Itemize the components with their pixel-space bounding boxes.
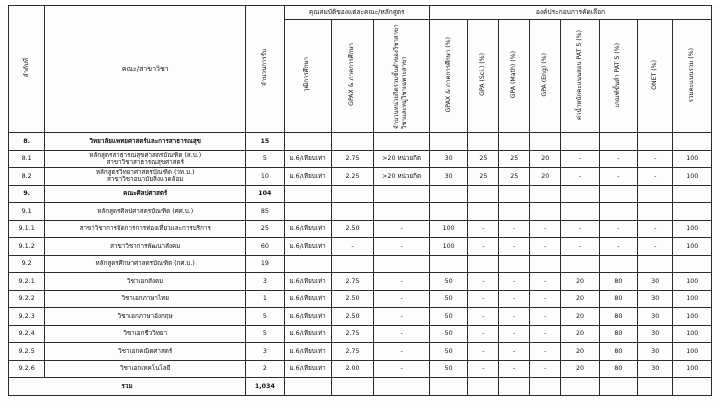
cell-gpa-eng: 20 (530, 150, 561, 168)
cell-total (673, 203, 712, 221)
table-row (9, 360, 712, 378)
cell-gpa-math: - (499, 220, 530, 238)
cell-gpax: 2.50 (331, 308, 374, 326)
cell-gpa-eng: - (530, 343, 561, 361)
cell-level: ม.6/เทียบเท่า (284, 273, 331, 291)
cell-no: 8. (9, 133, 45, 151)
cell-pat5-min: - (599, 220, 637, 238)
cell-gpa-math (499, 185, 530, 203)
cell-capacity: 5 (246, 308, 284, 326)
cell-gpa-sci: 25 (468, 168, 499, 186)
cell-gpa-math: 25 (499, 150, 530, 168)
header-capacity: จำนวนการรับ (246, 6, 284, 133)
cell-credit: - (374, 238, 430, 256)
table-row (9, 273, 712, 291)
cell-level: ม.6/เทียบเท่า (284, 308, 331, 326)
cell-onet (638, 203, 673, 221)
header-gpa-eng: GPA (Eng) (%) (530, 20, 561, 133)
header-gpa-sci: GPA (Sci.) (%) (468, 20, 499, 133)
cell-total: 100 (673, 360, 712, 378)
cell-no: 9. (9, 185, 45, 203)
cell-pat5-weight: 20 (561, 325, 599, 343)
cell-level: ม.6/เทียบเท่า (284, 220, 331, 238)
table-row (9, 133, 712, 151)
cell-onet: 30 (638, 273, 673, 291)
cell-pat5-min: - (599, 168, 637, 186)
cell-level: ม.6/เทียบเท่า (284, 290, 331, 308)
cell-gpa-eng: - (530, 325, 561, 343)
cell-gpa-eng (530, 255, 561, 273)
cell-onet: 30 (638, 290, 673, 308)
cell-gpa-eng: - (530, 360, 561, 378)
cell-capacity: 5 (246, 150, 284, 168)
cell-gpa-math: - (499, 325, 530, 343)
cell-pat5-weight: 20 (561, 273, 599, 291)
cell-faculty: วิชาเอกภาษาไทย (45, 290, 246, 308)
cell-onet (638, 255, 673, 273)
cell-no: 9.2.1 (9, 273, 45, 291)
cell-capacity: 3 (246, 343, 284, 361)
cell-level: ม.6/เทียบเท่า (284, 168, 331, 186)
cell-onet: - (638, 238, 673, 256)
cell-level (284, 133, 331, 151)
footer-blank-c7 (638, 378, 673, 396)
cell-capacity: 19 (246, 255, 284, 273)
cell-faculty: วิชาเอกสังคม (45, 273, 246, 291)
cell-level: ม.6/เทียบเท่า (284, 150, 331, 168)
cell-onet: - (638, 168, 673, 186)
cell-no: 9.2.3 (9, 308, 45, 326)
cell-gpa-sci (468, 133, 499, 151)
cell-capacity: 5 (246, 325, 284, 343)
cell-onet: 30 (638, 360, 673, 378)
cell-faculty: หลักสูตรศึกษาศาสตรบัณฑิต (กศ.บ.) (45, 255, 246, 273)
cell-onet: - (638, 150, 673, 168)
cell-gpax-term: 100 (429, 238, 467, 256)
cell-capacity: 60 (246, 238, 284, 256)
cell-no: 9.1.2 (9, 238, 45, 256)
cell-gpa-math (499, 255, 530, 273)
table-row (9, 220, 712, 238)
cell-gpa-sci (468, 203, 499, 221)
cell-capacity: 10 (246, 168, 284, 186)
cell-capacity: 25 (246, 220, 284, 238)
header-pat5-min: เกณฑ์ขั้นต่ำ PAT 5 (%) (599, 20, 637, 133)
cell-credit: - (374, 360, 430, 378)
cell-capacity: 104 (246, 185, 284, 203)
cell-gpax: 2.75 (331, 343, 374, 361)
cell-pat5-min (599, 133, 637, 151)
cell-gpax-term (429, 203, 467, 221)
cell-credit (374, 185, 430, 203)
cell-credit (374, 203, 430, 221)
cell-faculty: คณะศิลปศาสตร์ (45, 185, 246, 203)
footer-blank-credit (374, 378, 430, 396)
footer-blank-c4 (530, 378, 561, 396)
cell-pat5-weight: - (561, 238, 599, 256)
cell-total: 100 (673, 150, 712, 168)
cell-gpax-term: 50 (429, 308, 467, 326)
cell-gpa-math (499, 133, 530, 151)
cell-pat5-weight: 20 (561, 290, 599, 308)
cell-gpax-term: 50 (429, 343, 467, 361)
cell-pat5-min: 80 (599, 290, 637, 308)
table-row (9, 325, 712, 343)
cell-level (284, 185, 331, 203)
cell-capacity: 15 (246, 133, 284, 151)
cell-gpa-sci: - (468, 273, 499, 291)
cell-gpa-eng: - (530, 308, 561, 326)
cell-gpa-eng: - (530, 220, 561, 238)
cell-onet: - (638, 220, 673, 238)
cell-gpax-term: 50 (429, 360, 467, 378)
header-faculty: คณะ/สาขาวิชา (45, 6, 246, 133)
cell-gpax (331, 133, 374, 151)
cell-no: 9.2.6 (9, 360, 45, 378)
cell-gpa-sci: - (468, 238, 499, 256)
cell-capacity: 1 (246, 290, 284, 308)
cell-gpax-term (429, 133, 467, 151)
footer-blank-total (673, 378, 712, 396)
cell-onet (638, 133, 673, 151)
cell-no: 9.1 (9, 203, 45, 221)
cell-gpa-eng: - (530, 238, 561, 256)
header-gpax-term: GPAX & ภาคการศึกษา (%) (429, 20, 467, 133)
cell-faculty: หลักสูตรสาธารณสุขศาสตรบัณฑิต (ส.บ.) สาขาวิชาสาธารณสุขศาสตร์ (45, 150, 246, 168)
cell-gpax-term: 100 (429, 220, 467, 238)
table-row (9, 290, 712, 308)
cell-capacity: 3 (246, 273, 284, 291)
cell-credit (374, 133, 430, 151)
cell-faculty: วิทยาลัยแพทยศาสตร์และการสาธารณสุข (45, 133, 246, 151)
cell-gpax-term (429, 255, 467, 273)
cell-gpa-eng (530, 185, 561, 203)
cell-capacity: 85 (246, 203, 284, 221)
cell-faculty: หลักสูตรวิทยาศาสตรบัณฑิต (วท.บ.) สาขาวิชาอนามัยสิ่งแวดล้อม (45, 168, 246, 186)
table-row (9, 203, 712, 221)
cell-gpa-sci: - (468, 360, 499, 378)
cell-gpax: 2.50 (331, 220, 374, 238)
cell-gpa-sci: - (468, 308, 499, 326)
cell-pat5-min: 80 (599, 360, 637, 378)
table-row (9, 308, 712, 326)
table-row (9, 185, 712, 203)
cell-credit (374, 255, 430, 273)
cell-pat5-min: 80 (599, 343, 637, 361)
cell-pat5-weight (561, 133, 599, 151)
cell-gpax: - (331, 238, 374, 256)
cell-credit: - (374, 220, 430, 238)
cell-gpa-math: - (499, 360, 530, 378)
cell-onet (638, 185, 673, 203)
header-gpax: GPAX & ภาคการศึกษา (331, 20, 374, 133)
cell-gpax-term: 50 (429, 273, 467, 291)
cell-faculty: หลักสูตรศิลปศาสตรบัณฑิต (ศศ.บ.) (45, 203, 246, 221)
table-row (9, 238, 712, 256)
cell-total: 100 (673, 168, 712, 186)
cell-faculty: สาขาวิชาการพัฒนาสังคม (45, 238, 246, 256)
cell-faculty: วิชาเอกภาษาอังกฤษ (45, 308, 246, 326)
footer-blank-c1 (429, 378, 467, 396)
cell-credit: >20 หน่วยกิต (374, 150, 430, 168)
cell-gpa-eng: 20 (530, 168, 561, 186)
cell-pat5-weight (561, 185, 599, 203)
cell-gpa-math (499, 203, 530, 221)
cell-pat5-weight: - (561, 150, 599, 168)
footer-blank-c5 (561, 378, 599, 396)
cell-pat5-min: 80 (599, 308, 637, 326)
cell-onet: 30 (638, 343, 673, 361)
cell-credit: - (374, 308, 430, 326)
cell-pat5-min (599, 185, 637, 203)
cell-gpa-math: - (499, 308, 530, 326)
cell-onet: 30 (638, 325, 673, 343)
cell-level: ม.6/เทียบเท่า (284, 343, 331, 361)
cell-gpax-term: 30 (429, 168, 467, 186)
cell-total (673, 185, 712, 203)
cell-pat5-min (599, 203, 637, 221)
cell-faculty: สาขาวิชาการจัดการการท่องเที่ยวและการบริการ (45, 220, 246, 238)
cell-pat5-min: - (599, 150, 637, 168)
header-group-qualification: คุณสมบัติของแต่ละคณะ/หลักสูตร (284, 6, 429, 20)
footer-blank-gpax (331, 378, 374, 396)
cell-gpa-eng: - (530, 290, 561, 308)
table-row (9, 255, 712, 273)
cell-pat5-min: 80 (599, 325, 637, 343)
header-group-row (9, 6, 712, 20)
cell-pat5-weight (561, 203, 599, 221)
footer-blank-c3 (499, 378, 530, 396)
cell-gpa-sci: - (468, 325, 499, 343)
cell-credit: - (374, 343, 430, 361)
cell-no: 9.2.4 (9, 325, 45, 343)
cell-gpax (331, 203, 374, 221)
cell-no: 9.2.5 (9, 343, 45, 361)
cell-gpax-term: 50 (429, 325, 467, 343)
cell-gpax: 2.75 (331, 273, 374, 291)
table-row (9, 150, 712, 168)
table-row (9, 168, 712, 186)
header-pat5-weight: ค่าน้ำหนักคะแนนสอบ PAT 5 (%) (561, 20, 599, 133)
cell-no: 8.1 (9, 150, 45, 168)
cell-total: 100 (673, 238, 712, 256)
cell-faculty: วิชาเอกคณิตศาสตร์ (45, 343, 246, 361)
footer-blank-c2 (468, 378, 499, 396)
cell-gpa-math: - (499, 290, 530, 308)
cell-no: 9.2.2 (9, 290, 45, 308)
table-body (9, 133, 712, 378)
cell-gpa-sci (468, 185, 499, 203)
cell-credit: - (374, 290, 430, 308)
cell-total: 100 (673, 343, 712, 361)
cell-gpa-math: - (499, 238, 530, 256)
footer-blank-level (284, 378, 331, 396)
cell-gpax-term (429, 185, 467, 203)
header-credit: จำนวนหน่วยกิตรวมขั้นต่ำของวิชาสาขาวิชาและหมู่วิชาเฉพาะสาขา (374, 20, 430, 133)
cell-gpax-term: 30 (429, 150, 467, 168)
cell-pat5-weight (561, 255, 599, 273)
cell-gpa-sci: - (468, 290, 499, 308)
header-no: ลำดับที่ (9, 6, 45, 133)
cell-gpa-eng: - (530, 273, 561, 291)
cell-faculty: วิชาเอกชีววิทยา (45, 325, 246, 343)
cell-total: 100 (673, 308, 712, 326)
cell-pat5-weight: 20 (561, 308, 599, 326)
cell-gpa-sci: - (468, 343, 499, 361)
header-gpa-math: GPA (Math) (%) (499, 20, 530, 133)
cell-pat5-min: 80 (599, 273, 637, 291)
cell-faculty: วิชาเอกเทคโนโลยี (45, 360, 246, 378)
cell-level: ม.6/เทียบเท่า (284, 325, 331, 343)
document-page (0, 5, 720, 408)
footer-capacity: 1,034 (246, 378, 284, 396)
cell-pat5-weight: - (561, 220, 599, 238)
cell-level (284, 203, 331, 221)
cell-gpax (331, 255, 374, 273)
header-onet: ONET (%) (638, 20, 673, 133)
cell-gpa-math: - (499, 343, 530, 361)
cell-gpa-math: 25 (499, 168, 530, 186)
table-footer-row (9, 378, 712, 396)
cell-pat5-min (599, 255, 637, 273)
cell-gpa-eng (530, 133, 561, 151)
cell-credit: >20 หน่วยกิต (374, 168, 430, 186)
cell-total: 100 (673, 325, 712, 343)
cell-gpax: 2.00 (331, 360, 374, 378)
header-total: รวมคะแนนรวม (%) (673, 20, 712, 133)
cell-gpax (331, 185, 374, 203)
cell-pat5-min: - (599, 238, 637, 256)
cell-gpax: 2.75 (331, 325, 374, 343)
footer-blank-c6 (599, 378, 637, 396)
cell-gpax: 2.25 (331, 168, 374, 186)
header-level: วุฒิการศึกษา (284, 20, 331, 133)
cell-total (673, 255, 712, 273)
cell-no: 9.1.1 (9, 220, 45, 238)
cell-gpa-eng (530, 203, 561, 221)
cell-no: 9.2 (9, 255, 45, 273)
cell-credit: - (374, 325, 430, 343)
cell-onet: 30 (638, 308, 673, 326)
cell-level: ม.6/เทียบเท่า (284, 360, 331, 378)
table-row (9, 343, 712, 361)
cell-credit: - (374, 273, 430, 291)
cell-gpax-term: 50 (429, 290, 467, 308)
cell-total (673, 133, 712, 151)
cell-level: ม.6/เทียบเท่า (284, 238, 331, 256)
footer-label: รวม (9, 378, 246, 396)
cell-pat5-weight: 20 (561, 343, 599, 361)
cell-capacity: 2 (246, 360, 284, 378)
cell-total: 100 (673, 290, 712, 308)
cell-gpa-math: - (499, 273, 530, 291)
cell-gpa-sci: - (468, 220, 499, 238)
cell-total: 100 (673, 220, 712, 238)
cell-gpax: 2.75 (331, 150, 374, 168)
cell-total: 100 (673, 273, 712, 291)
cell-gpa-sci (468, 255, 499, 273)
cell-gpax: 2.50 (331, 290, 374, 308)
cell-level (284, 255, 331, 273)
cell-no: 8.2 (9, 168, 45, 186)
cell-pat5-weight: - (561, 168, 599, 186)
admission-criteria-table (8, 5, 712, 396)
cell-pat5-weight: 20 (561, 360, 599, 378)
header-group-components: องค์ประกอบการคัดเลือก (429, 6, 711, 20)
cell-gpa-sci: 25 (468, 150, 499, 168)
